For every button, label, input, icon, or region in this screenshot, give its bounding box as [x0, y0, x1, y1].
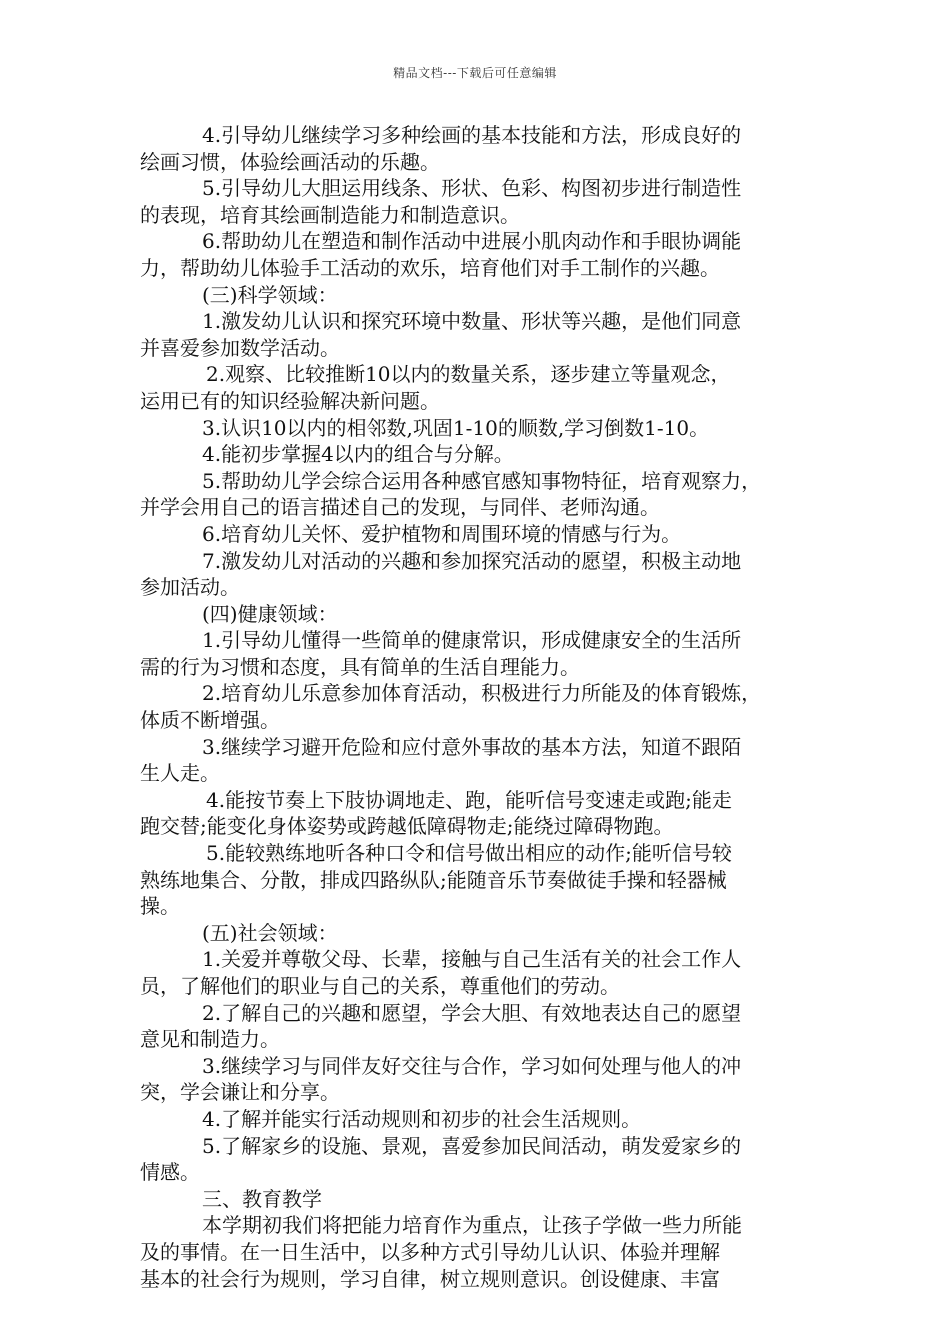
- text-line: 4.引导幼儿继续学习多种绘画的基本技能和方法，形成良好的: [202, 123, 742, 147]
- section-heading: 三、教育教学: [202, 1186, 322, 1211]
- text-line: 2.培育幼儿乐意参加体育活动，积极进行力所能及的体育锻炼，: [202, 681, 762, 706]
- text-line: 的表现，培育其绘画制造能力和制造意识。: [140, 202, 520, 227]
- text-line: 2.观察、比较推断10以内的数量关系，逐步建立等量观念，: [206, 362, 731, 387]
- text-line: 跑交替;能变化身体姿势或跨越低障碍物走;能绕过障碍物跑。: [140, 814, 674, 839]
- text-line: 3.认识10以内的相邻数,巩固1-10的顺数,学习倒数1-10。: [202, 415, 710, 440]
- section-heading: (三)科学领域：: [202, 282, 338, 307]
- section-heading: (五)社会领域：: [202, 920, 338, 945]
- text-line: 需的行为习惯和态度，具有简单的生活自理能力。: [140, 654, 580, 679]
- text-line: 3.继续学习与同伴友好交往与合作，学习如何处理与他人的冲: [202, 1053, 742, 1078]
- text-line: 并学会用自己的语言描述自己的发现，与同伴、老师沟通。: [140, 495, 660, 520]
- text-line: 本学期初我们将把能力培育作为重点，让孩子学做一些力所能: [202, 1213, 742, 1238]
- text-line: 基本的社会行为规则，学习自律，树立规则意识。创设健康、丰富: [140, 1266, 720, 1291]
- text-line: 1.关爱并尊敬父母、长辈，接触与自己生活有关的社会工作人: [202, 947, 742, 972]
- text-line: 5.引导幼儿大胆运用线条、形状、色彩、构图初步进行制造性: [202, 176, 742, 201]
- text-line: 参加活动。: [140, 575, 240, 600]
- text-line: 4.了解并能实行活动规则和初步的社会生活规则。: [202, 1106, 642, 1131]
- text-line: 力，帮助幼儿体验手工活动的欢乐，培育他们对手工制作的兴趣。: [140, 255, 720, 280]
- text-line: 6.帮助幼儿在塑造和制作活动中进展小肌肉动作和手眼协调能: [202, 229, 742, 254]
- text-line: 5.帮助幼儿学会综合运用各种感官感知事物特征，培育观察力，: [202, 468, 762, 493]
- text-line: 4.能初步掌握4以内的组合与分解。: [202, 442, 514, 467]
- text-line: 操。: [140, 894, 180, 919]
- text-line: 1.引导幼儿懂得一些简单的健康常识，形成健康安全的生活所: [202, 628, 742, 653]
- text-line: 3.继续学习避开危险和应付意外事故的基本方法，知道不跟陌: [202, 734, 742, 759]
- text-line: 熟练地集合、分散，排成四路纵队;能随音乐节奏做徒手操和轻器械: [140, 867, 727, 892]
- text-line: 5.能较熟练地听各种口令和信号做出相应的动作;能听信号较: [206, 841, 732, 866]
- text-line: 意见和制造力。: [140, 1027, 280, 1052]
- text-line: 绘画习惯，体验绘画活动的乐趣。: [140, 149, 440, 174]
- text-line: 员，了解他们的职业与自己的关系，尊重他们的劳动。: [140, 974, 620, 998]
- text-line: 6.培育幼儿关怀、爱护植物和周围环境的情感与行为。: [202, 521, 682, 546]
- text-line: 突，学会谦让和分享。: [140, 1080, 340, 1105]
- text-line: 7.激发幼儿对活动的兴趣和参加探究活动的愿望，积极主动地: [202, 548, 742, 573]
- text-line: 2.了解自己的兴趣和愿望，学会大胆、有效地表达自己的愿望: [202, 1000, 742, 1025]
- text-line: 体质不断增强。: [140, 708, 280, 733]
- document-body: [140, 122, 812, 1292]
- text-line: 4.能按节奏上下肢协调地走、跑，能听信号变速走或跑;能走: [206, 787, 732, 812]
- text-line: 5.了解家乡的设施、景观，喜爱参加民间活动，萌发爱家乡的: [202, 1133, 742, 1158]
- text-line: 及的事情。在一日生活中，以多种方式引导幼儿认识、体验并理解: [140, 1239, 720, 1264]
- text-line: 生人走。: [140, 761, 220, 786]
- text-line: 运用已有的知识经验解决新问题。: [140, 388, 440, 413]
- text-line: 并喜爱参加数学活动。: [140, 335, 340, 360]
- page-header: 精品文档---下载后可任意编辑: [393, 66, 557, 80]
- section-heading: (四)健康领域：: [202, 601, 338, 626]
- text-line: 情感。: [140, 1160, 200, 1185]
- text-line: 1.激发幼儿认识和探究环境中数量、形状等兴趣，是他们同意: [202, 309, 742, 334]
